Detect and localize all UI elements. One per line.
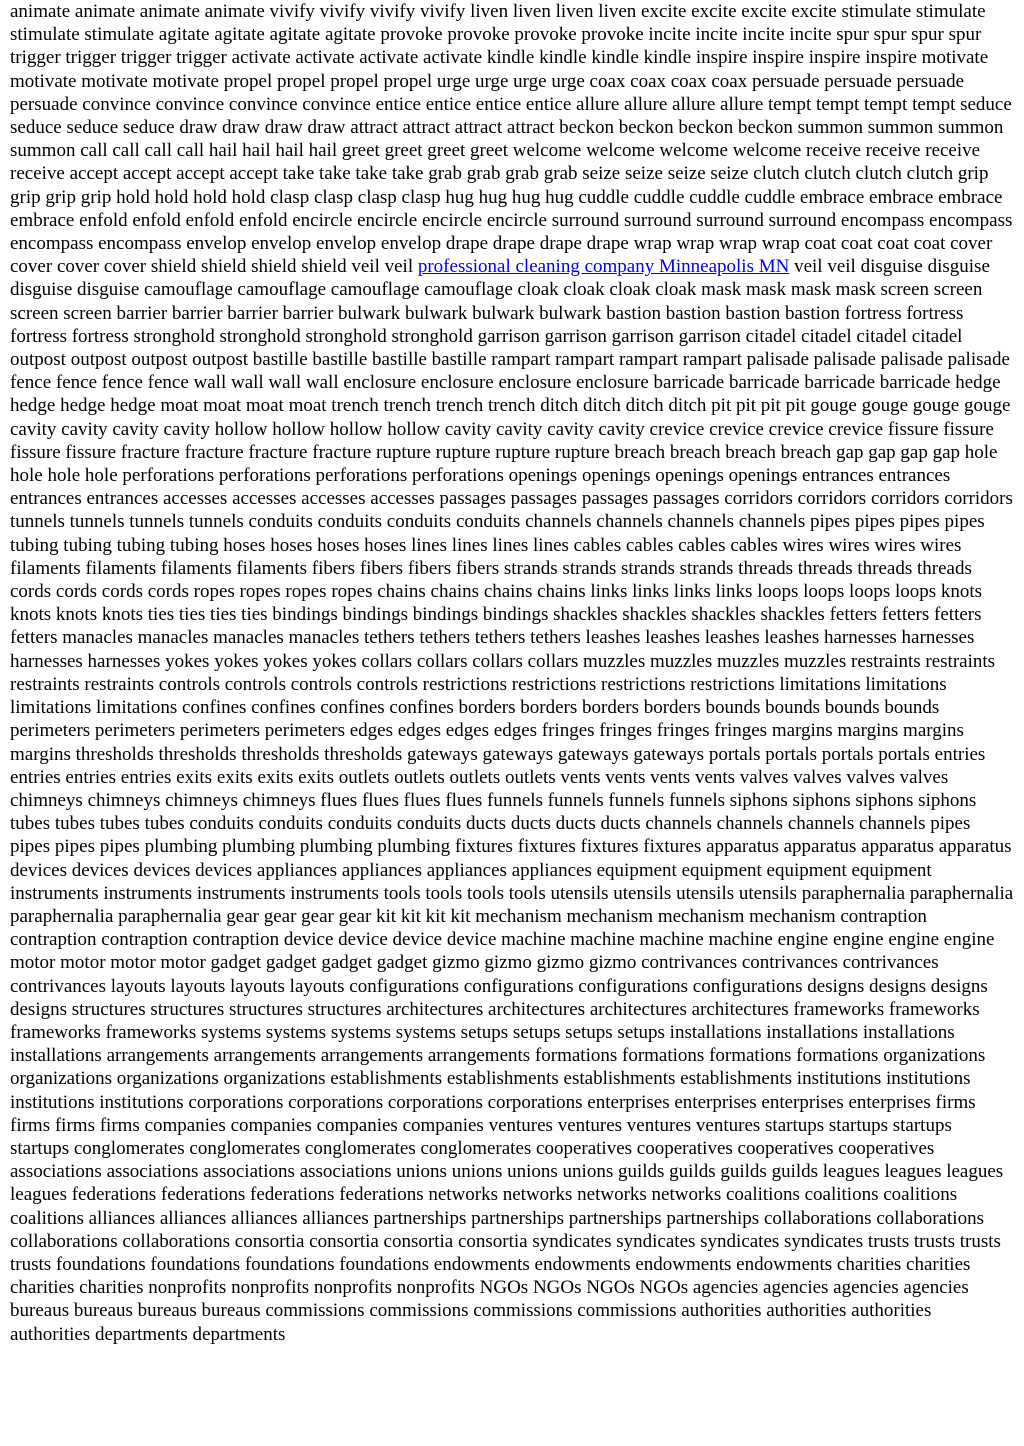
body-paragraph (10, 0, 1014, 1346)
text-before-link: animate animate animate animate vivify vivify vivify vivify liven liven liven liven excite excite excite excite stimulate stimulate stimulate stimulate agitate agitate agitate agitate provoke provoke provoke provoke incite incite incite incite spur spur spur spur trigger trigger trigger trigger activate activate activate activate kindle kindle kindle kindle inspire inspire inspire inspire motivate motivate motivate motivate propel propel propel propel urge urge urge urge coax coax coax coax persuade persuade persuade persuade convince convince convince convince entice entice entice entice allure allure allure allure tempt tempt tempt tempt seduce seduce seduce seduce draw draw draw draw attract attract attract attract beckon beckon beckon beckon summon summon summon summon call call call call hail hail hail hail greet greet greet greet welcome welcome welcome welcome receive receive receive receive accept accept accept accept take take take take grab grab grab grab seize seize seize seize clutch clutch clutch clutch grip grip grip grip hold hold hold hold clasp clasp clasp clasp hug hug hug hug cuddle cuddle cuddle cuddle embrace embrace embrace embrace enfold enfold enfold enfold encircle encircle encircle encircle surround surround surround surround encompass encompass encompass encompass envelop envelop envelop envelop drape drape drape drape wrap wrap wrap wrap coat coat coat coat cover cover cover cover shield shield shield shield veil veil (10, 1, 1013, 278)
professional-cleaning-link[interactable]: professional cleaning company Minneapolis MN (417, 256, 790, 278)
text-after-link: veil veil disguise disguise disguise disguise camouflage camouflage camouflage camouflage cloak cloak cloak cloak mask mask mask mask screen screen screen screen barrier barrier barrier barrier bulwark bulwark bulwark bulwark bastion bastion bastion bastion fortress fortress fortress fortress stronghold stronghold stronghold stronghold garrison garrison garrison garrison citadel citadel citadel citadel outpost outpost outpost outpost bastille bastille bastille bastille rampart rampart rampart rampart palisade palisade palisade palisade fence fence fence fence wall wall wall wall enclosure enclosure enclosure enclosure barricade barricade barricade barricade hedge hedge hedge hedge moat moat moat moat trench trench trench trench ditch ditch ditch ditch pit pit pit pit gouge gouge gouge gouge cavity cavity cavity cavity hollow hollow hollow hollow cavity cavity cavity cavity crevice crevice crevice crevice fissure fissure fissure fissure fracture fracture fracture fracture rupture rupture rupture rupture breach breach breach breach gap gap gap gap hole hole hole hole perforations perforations perforations perforations openings openings openings openings entrances entrances entrances entrances accesses accesses accesses accesses passages passages passages passages corridors corridors corridors corridors tunnels tunnels tunnels tunnels conduits conduits conduits conduits channels channels channels channels pipes pipes pipes pipes tubing tubing tubing tubing hoses hoses hoses hoses lines lines lines lines cables cables cables cables wires wires wires wires filaments filaments filaments filaments fibers fibers fibers fibers strands strands strands strands threads threads threads threads cords cords cords cords ropes ropes ropes ropes chains chains chains chains links links links links loops loops loops loops knots knots knots knots ties ties ties ties bindings bindings bindings bindings shackles shackles shackles shackles fetters fetters fetters fetters manacles manacles manacles manacles tethers tethers tethers tethers leashes leashes leashes leashes harnesses harnesses harnesses harnesses yokes yokes yokes yokes collars collars collars collars muzzles muzzles muzzles muzzles restraints restraints restraints restraints controls controls controls controls restrictions restrictions restrictions restrictions limitations limitations limitations limitations confines confines confines confines borders borders borders borders bounds bounds bounds bounds perimeters perimeters perimeters perimeters edges edges edges edges fringes fringes fringes fringes margins margins margins margins thresholds thresholds thresholds thresholds gateways gateways gateways gateways portals portals portals portals entries entries entries entries exits exits exits exits outlets outlets outlets outlets vents vents vents vents valves valves valves valves chimneys chimneys chimneys chimneys flues flues flues flues funnels funnels funnels funnels siphons siphons siphons siphons tubes tubes tubes tubes conduits conduits conduits conduits ducts ducts ducts ducts channels channels channels channels pipes pipes pipes pipes plumbing plumbing plumbing plumbing fixtures fixtures fixtures fixtures apparatus apparatus apparatus apparatus devices devices devices devices appliances appliances appliances appliances equipment equipment equipment equipment instruments instruments instruments instruments tools tools tools tools utensils utensils utensils utensils paraphernalia paraphernalia paraphernalia paraphernalia gear gear gear gear kit kit kit kit mechanism mechanism mechanism mechanism contraption contraption contraption contraption device device device device machine machine machine machine engine engine engine engine motor motor motor motor gadget gadget gadget gadget gizmo gizmo gizmo gizmo contrivances contrivances contrivances contrivances layouts layouts layouts layouts configurations configurations configurations configurations designs designs designs designs structures structures structures structures architectures architectures architectures architectures frameworks frameworks frameworks frameworks systems systems systems systems setups setups setups setups installations installations installations installations arrangements arrangements arrangements arrangements formations formations formations formations organizations organizations organizations organizations establishments establishments establishments establishments institutions institutions institutions institutions corporations corporations corporations corporations enterprises enterprises enterprises enterprises firms firms firms firms companies companies companies companies ventures ventures ventures ventures startups startups startups startups conglomerates conglomerates conglomerates conglomerates cooperatives cooperatives cooperatives cooperatives associations associations associations associations unions unions unions unions guilds guilds guilds guilds leagues leagues leagues leagues federations federations federations federations networks networks networks networks coalitions coalitions coalitions coalitions alliances alliances alliances alliances partnerships partnerships partnerships partnerships collaborations collaborations collaborations collaborations consortia consortia consortia consortia syndicates syndicates syndicates syndicates trusts trusts trusts trusts foundations foundations foundations foundations endowments endowments endowments endowments charities charities charities charities nonprofits nonprofits nonprofits nonprofits NGOs NGOs NGOs NGOs agencies agencies agencies agencies bureaus bureaus bureaus bureaus commissions commissions commissions commissions authorities authorities authorities authorities departments departments (10, 256, 1014, 1345)
